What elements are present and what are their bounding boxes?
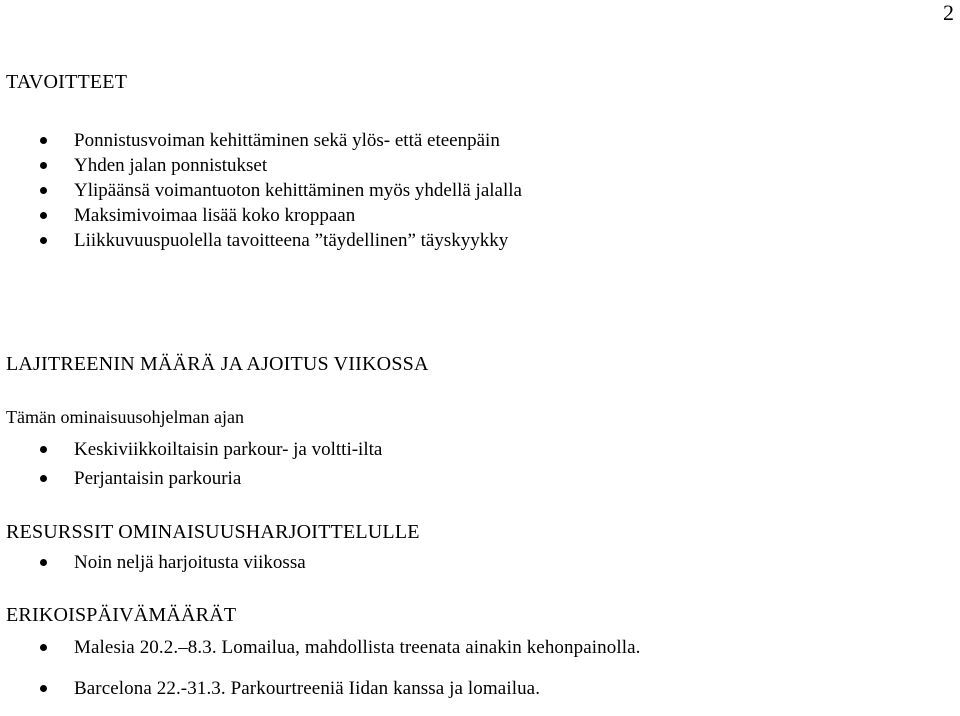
tavoitteet-list (0, 129, 522, 252)
page-number: 2 (943, 0, 954, 25)
list-item-text: Maksimivoimaa lisää koko kroppaan (74, 205, 356, 226)
list-item (0, 438, 382, 461)
list-item (0, 677, 640, 700)
bullet-icon (40, 137, 47, 144)
list-item-text: Barcelona 22.-31.3. Parkourtreeniä Iidan kanssa ja lomailua. (74, 678, 541, 699)
list-item (0, 467, 382, 490)
list-item-text: Perjantaisin parkouria (74, 468, 242, 489)
resurssit-list (0, 551, 306, 574)
bullet-icon (40, 559, 47, 566)
erikoispaivamaarat-list (0, 636, 640, 700)
bullet-icon (40, 237, 47, 244)
list-item (0, 229, 522, 252)
bullet-icon (40, 644, 47, 651)
section-heading-lajitreenin: LAJITREENIN MÄÄRÄ JA AJOITUS VIIKOSSA (6, 353, 429, 375)
list-item (0, 551, 306, 574)
list-item (0, 179, 522, 202)
bullet-icon (40, 685, 47, 692)
list-item (0, 204, 522, 227)
bullet-icon (40, 162, 47, 169)
bullet-icon (40, 212, 47, 219)
bullet-icon (40, 475, 47, 482)
list-item (0, 129, 522, 152)
section-heading-tavoitteet: TAVOITTEET (6, 71, 128, 93)
list-item-text: Yhden jalan ponnistukset (74, 155, 268, 176)
list-item-text: Keskiviikkoiltaisin parkour- ja voltti-ilta (74, 439, 383, 460)
lajitreenin-list (0, 438, 382, 490)
list-item (0, 636, 640, 659)
bullet-icon (40, 446, 47, 453)
list-item-text: Ylipäänsä voimantuoton kehittäminen myös yhdellä jalalla (74, 180, 522, 201)
section-heading-resurssit: RESURSSIT OMINAISUUSHARJOITTELULLE (6, 521, 420, 543)
list-item-text: Liikkuvuuspuolella tavoitteena ”täydellinen” täyskyykky (74, 230, 509, 251)
list-item-text: Malesia 20.2.–8.3. Lomailua, mahdollista treenata ainakin kehonpainolla. (74, 637, 641, 658)
list-item (0, 154, 522, 177)
lajitreenin-intro: Tämän ominaisuusohjelman ajan (6, 407, 244, 427)
list-item-text: Noin neljä harjoitusta viikossa (74, 552, 306, 573)
section-heading-erikoispaivamaarat: ERIKOISPÄIVÄMÄÄRÄT (6, 604, 237, 626)
bullet-icon (40, 187, 47, 194)
list-item-text: Ponnistusvoiman kehittäminen sekä ylös- että eteenpäin (74, 130, 500, 151)
